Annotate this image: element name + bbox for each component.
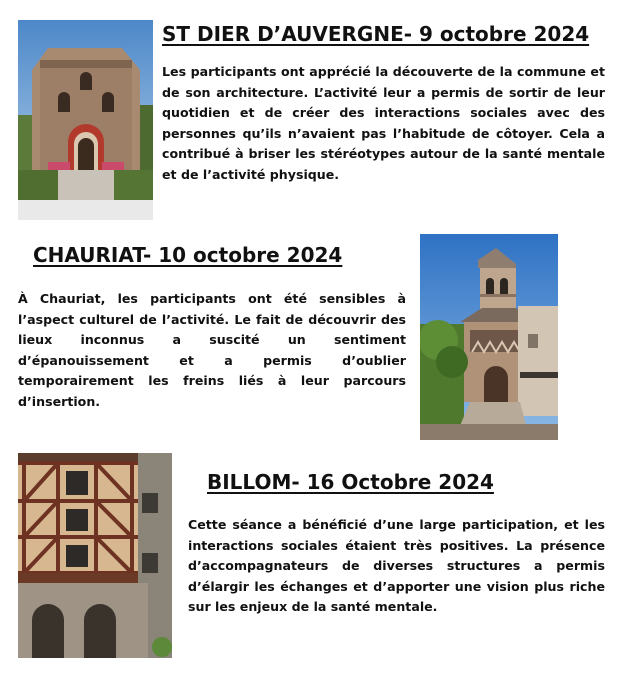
section-text-st-dier: Les participants ont apprécié la découverte de la commune et de son architecture. L’activité leur a permis de sortir de leur quotidien et de créer des interactions sociales avec des personnes qu’ils n’avaient pas l’habitude de côtoyer. Cela a contribué à briser les stéréotypes autour de la santé mentale et de l’activité physique.	[162, 64, 605, 182]
section-text-chauriat: À Chauriat, les participants ont été sensibles à l’aspect culturel de l’activité. Le fait de découvrir des lieux inconnus a suscité un sentiment d’épanouissement et a permis d’oublier temporairement les freins liés à leur parcours d’insertion.	[18, 291, 406, 409]
church-photo-chauriat	[420, 234, 558, 440]
section-heading-chauriat: CHAURIAT- 10 octobre 2024	[33, 243, 343, 267]
church-photo-st-dier	[18, 20, 153, 220]
half-timbered-house-photo-billom	[18, 453, 172, 658]
section-heading-st-dier: ST DIER D’AUVERGNE- 9 octobre 2024	[162, 22, 590, 46]
section-heading-billom: BILLOM- 16 Octobre 2024	[207, 470, 494, 494]
section-text-billom: Cette séance a bénéficié d’une large participation, et les interactions sociales étaient très positives. La présence d’accompagnateurs de diverses structures a permis d’élargir les échanges et d’apporter une vision plus riche sur les enjeux de la santé mentale.	[188, 517, 605, 614]
